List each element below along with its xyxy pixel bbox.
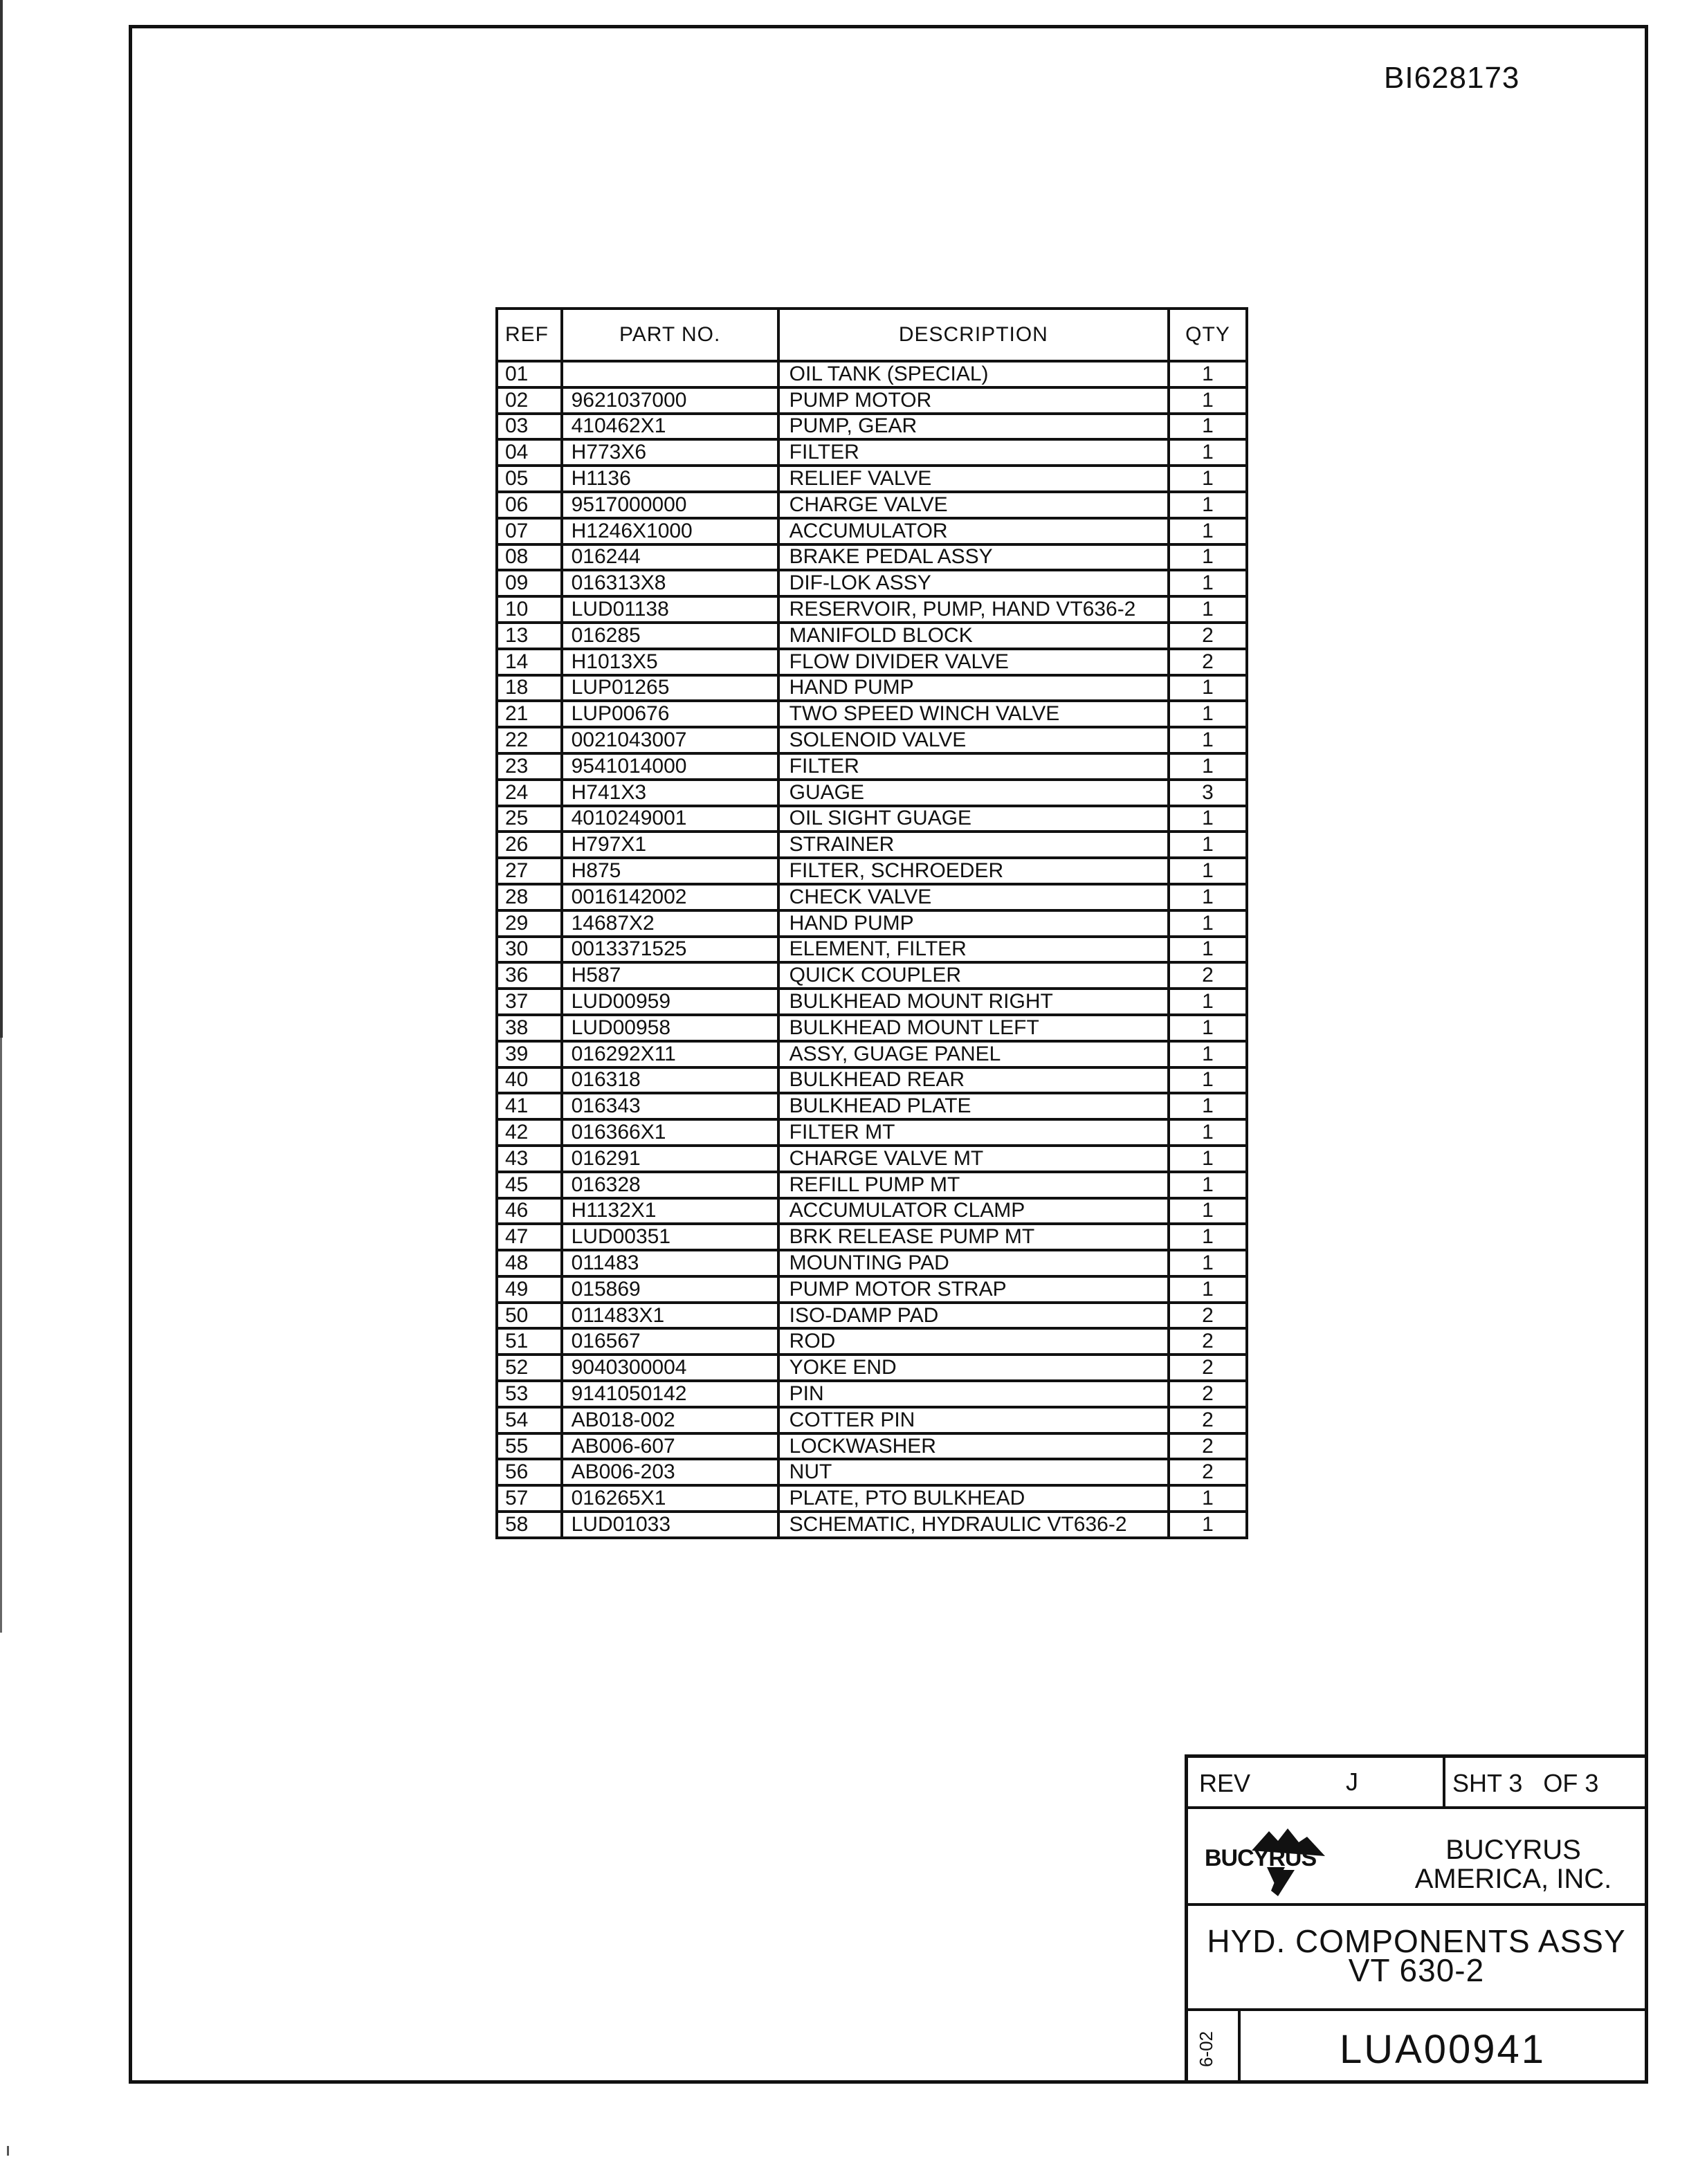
cell-qty: 1	[1169, 1041, 1247, 1067]
cell-ref: 07	[497, 518, 562, 544]
cell-part-no: 0021043007	[562, 727, 778, 753]
cell-qty: 1	[1169, 414, 1247, 440]
cell-qty: 2	[1169, 1303, 1247, 1329]
cell-description: REFILL PUMP MT	[778, 1172, 1169, 1198]
cell-ref: 45	[497, 1172, 562, 1198]
cell-part-no: LUP00676	[562, 701, 778, 727]
cell-ref: 54	[497, 1407, 562, 1433]
cell-qty: 2	[1169, 1381, 1247, 1407]
table-body	[497, 361, 1247, 1538]
cell-qty: 2	[1169, 962, 1247, 989]
table-row	[497, 544, 1247, 571]
table-row	[497, 1041, 1247, 1067]
cell-qty: 1	[1169, 1198, 1247, 1224]
cell-qty: 1	[1169, 1276, 1247, 1303]
cell-part-no: LUD01138	[562, 596, 778, 623]
cell-part-no: 9040300004	[562, 1355, 778, 1381]
cell-ref: 30	[497, 937, 562, 963]
scan-speck	[7, 2146, 9, 2156]
cell-ref: 29	[497, 910, 562, 937]
svg-text:BUCYRUS: BUCYRUS	[1205, 1845, 1317, 1871]
cell-part-no: 0013371525	[562, 937, 778, 963]
cell-part-no: 016567	[562, 1328, 778, 1355]
cell-qty: 1	[1169, 1485, 1247, 1512]
cell-ref: 01	[497, 361, 562, 387]
cell-description: COTTER PIN	[778, 1407, 1169, 1433]
cell-ref: 58	[497, 1512, 562, 1538]
table-row	[497, 492, 1247, 518]
cell-qty: 2	[1169, 1407, 1247, 1433]
cell-description: TWO SPEED WINCH VALVE	[778, 701, 1169, 727]
company-name	[1396, 1835, 1631, 1893]
cell-ref: 46	[497, 1198, 562, 1224]
cell-qty: 1	[1169, 675, 1247, 701]
scan-edge-mark	[0, 1038, 2, 1633]
cell-qty: 1	[1169, 492, 1247, 518]
cell-qty: 1	[1169, 753, 1247, 780]
cell-ref: 04	[497, 439, 562, 466]
drawing-number-row	[1188, 2011, 1645, 2080]
cell-description: PIN	[778, 1381, 1169, 1407]
cell-description: LOCKWASHER	[778, 1433, 1169, 1460]
cell-description: FLOW DIVIDER VALVE	[778, 649, 1169, 675]
table-row	[497, 518, 1247, 544]
table-row	[497, 1303, 1247, 1329]
table-row	[497, 596, 1247, 623]
cell-description: MANIFOLD BLOCK	[778, 623, 1169, 649]
cell-description: BULKHEAD PLATE	[778, 1093, 1169, 1119]
cell-qty: 1	[1169, 989, 1247, 1015]
title-line-2: VT 630-2	[1348, 1952, 1485, 1988]
table-row	[497, 387, 1247, 414]
table-row	[497, 1172, 1247, 1198]
cell-ref: 42	[497, 1119, 562, 1146]
cell-qty: 2	[1169, 1433, 1247, 1460]
cell-part-no: AB006-607	[562, 1433, 778, 1460]
table-row	[497, 1485, 1247, 1512]
cell-description: ROD	[778, 1328, 1169, 1355]
cell-ref: 41	[497, 1093, 562, 1119]
cell-description: CHARGE VALVE MT	[778, 1146, 1169, 1172]
cell-ref: 55	[497, 1433, 562, 1460]
cell-qty: 1	[1169, 937, 1247, 963]
cell-ref: 27	[497, 858, 562, 884]
table-row	[497, 1433, 1247, 1460]
cell-part-no: LUD00958	[562, 1015, 778, 1041]
cell-part-no: 016265X1	[562, 1485, 778, 1512]
cell-part-no: 016244	[562, 544, 778, 571]
cell-qty: 1	[1169, 1224, 1247, 1250]
header-qty: QTY	[1169, 309, 1247, 361]
table-row	[497, 832, 1247, 858]
cell-part-no: 011483	[562, 1250, 778, 1276]
cell-qty: 1	[1169, 1119, 1247, 1146]
cell-part-no: H875	[562, 858, 778, 884]
cell-qty: 2	[1169, 649, 1247, 675]
cell-part-no: 016328	[562, 1172, 778, 1198]
table-row	[497, 1355, 1247, 1381]
cell-qty: 1	[1169, 596, 1247, 623]
cell-part-no: 9141050142	[562, 1381, 778, 1407]
cell-qty: 1	[1169, 910, 1247, 937]
cell-part-no: LUD00351	[562, 1224, 778, 1250]
cell-part-no: LUD01033	[562, 1512, 778, 1538]
cell-ref: 53	[497, 1381, 562, 1407]
cell-qty: 1	[1169, 1172, 1247, 1198]
cell-ref: 25	[497, 806, 562, 832]
cell-ref: 08	[497, 544, 562, 571]
cell-qty: 1	[1169, 1250, 1247, 1276]
cell-part-no: H1132X1	[562, 1198, 778, 1224]
cell-ref: 47	[497, 1224, 562, 1250]
table-row	[497, 780, 1247, 806]
table-row	[497, 962, 1247, 989]
cell-qty: 1	[1169, 806, 1247, 832]
cell-ref: 51	[497, 1328, 562, 1355]
cell-part-no: 016292X11	[562, 1041, 778, 1067]
cell-part-no: H741X3	[562, 780, 778, 806]
table-row	[497, 1276, 1247, 1303]
cell-ref: 24	[497, 780, 562, 806]
table-row	[497, 1015, 1247, 1041]
cell-ref: 52	[497, 1355, 562, 1381]
cell-qty: 1	[1169, 1067, 1247, 1094]
cell-part-no: H1013X5	[562, 649, 778, 675]
cell-description: OIL SIGHT GUAGE	[778, 806, 1169, 832]
drawing-date: 6-02	[1196, 2030, 1216, 2068]
cell-description: OIL TANK (SPECIAL)	[778, 361, 1169, 387]
table-row	[497, 1328, 1247, 1355]
table-row	[497, 1250, 1247, 1276]
table-row	[497, 623, 1247, 649]
table-row	[497, 414, 1247, 440]
cell-description: SOLENOID VALVE	[778, 727, 1169, 753]
cell-ref: 48	[497, 1250, 562, 1276]
cell-qty: 3	[1169, 780, 1247, 806]
divider	[1443, 1758, 1445, 1806]
cell-qty: 1	[1169, 1512, 1247, 1538]
cell-part-no: 011483X1	[562, 1303, 778, 1329]
cell-ref: 50	[497, 1303, 562, 1329]
table-row	[497, 727, 1247, 753]
table-row	[497, 910, 1247, 937]
company-row	[1188, 1809, 1645, 1906]
table-row	[497, 439, 1247, 466]
cell-ref: 28	[497, 884, 562, 910]
table-row	[497, 1067, 1247, 1094]
cell-part-no: 016285	[562, 623, 778, 649]
cell-ref: 39	[497, 1041, 562, 1067]
cell-qty: 1	[1169, 1146, 1247, 1172]
cell-ref: 37	[497, 989, 562, 1015]
cell-description: FILTER, SCHROEDER	[778, 858, 1169, 884]
cell-qty: 1	[1169, 884, 1247, 910]
parts-list-table	[495, 307, 1248, 1539]
cell-part-no: 016343	[562, 1093, 778, 1119]
cell-part-no: LUD00959	[562, 989, 778, 1015]
cell-ref: 38	[497, 1015, 562, 1041]
cell-description: BRK RELEASE PUMP MT	[778, 1224, 1169, 1250]
table-row	[497, 1459, 1247, 1485]
cell-description: PUMP MOTOR STRAP	[778, 1276, 1169, 1303]
table-row	[497, 884, 1247, 910]
cell-part-no: H1246X1000	[562, 518, 778, 544]
cell-description: PLATE, PTO BULKHEAD	[778, 1485, 1169, 1512]
table-header-row	[497, 309, 1247, 361]
cell-part-no: H773X6	[562, 439, 778, 466]
cell-ref: 18	[497, 675, 562, 701]
cell-part-no: 016313X8	[562, 570, 778, 596]
cell-qty: 1	[1169, 387, 1247, 414]
cell-description: ISO-DAMP PAD	[778, 1303, 1169, 1329]
cell-part-no: 4010249001	[562, 806, 778, 832]
cell-description: BULKHEAD MOUNT LEFT	[778, 1015, 1169, 1041]
table-row	[497, 1198, 1247, 1224]
document-id: BI628173	[1384, 61, 1520, 95]
cell-ref: 43	[497, 1146, 562, 1172]
cell-part-no: 015869	[562, 1276, 778, 1303]
cell-qty: 2	[1169, 1355, 1247, 1381]
cell-description: RELIEF VALVE	[778, 466, 1169, 492]
cell-description: PUMP, GEAR	[778, 414, 1169, 440]
cell-description: GUAGE	[778, 780, 1169, 806]
header-ref: REF	[497, 309, 562, 361]
cell-description: YOKE END	[778, 1355, 1169, 1381]
cell-description: FILTER	[778, 439, 1169, 466]
cell-ref: 26	[497, 832, 562, 858]
cell-part-no: H1136	[562, 466, 778, 492]
cell-ref: 36	[497, 962, 562, 989]
cell-ref: 14	[497, 649, 562, 675]
cell-description: NUT	[778, 1459, 1169, 1485]
cell-qty: 2	[1169, 1328, 1247, 1355]
cell-ref: 05	[497, 466, 562, 492]
table-row	[497, 806, 1247, 832]
cell-description: ACCUMULATOR	[778, 518, 1169, 544]
table-row	[497, 675, 1247, 701]
table-row	[497, 858, 1247, 884]
table-row	[497, 1512, 1247, 1538]
cell-qty: 1	[1169, 832, 1247, 858]
cell-description: ACCUMULATOR CLAMP	[778, 1198, 1169, 1224]
cell-part-no: 410462X1	[562, 414, 778, 440]
header-part-no: PART NO.	[562, 309, 778, 361]
cell-description: FILTER MT	[778, 1119, 1169, 1146]
cell-description: FILTER	[778, 753, 1169, 780]
table-row	[497, 1381, 1247, 1407]
cell-ref: 23	[497, 753, 562, 780]
header-description: DESCRIPTION	[778, 309, 1169, 361]
cell-description: ASSY, GUAGE PANEL	[778, 1041, 1169, 1067]
table-row	[497, 753, 1247, 780]
cell-part-no: AB018-002	[562, 1407, 778, 1433]
cell-part-no: H797X1	[562, 832, 778, 858]
table-row	[497, 1146, 1247, 1172]
table-row	[497, 1093, 1247, 1119]
cell-description: ELEMENT, FILTER	[778, 937, 1169, 963]
cell-description: HAND PUMP	[778, 910, 1169, 937]
table-row	[497, 466, 1247, 492]
title-block	[1185, 1754, 1648, 2084]
cell-part-no: AB006-203	[562, 1459, 778, 1485]
cell-description: STRAINER	[778, 832, 1169, 858]
cell-description: BULKHEAD REAR	[778, 1067, 1169, 1094]
table-row	[497, 570, 1247, 596]
cell-qty: 1	[1169, 701, 1247, 727]
cell-ref: 21	[497, 701, 562, 727]
rev-label: REV	[1199, 1769, 1251, 1797]
cell-ref: 02	[497, 387, 562, 414]
cell-qty: 1	[1169, 858, 1247, 884]
cell-qty: 1	[1169, 1015, 1247, 1041]
table-row	[497, 701, 1247, 727]
table-row	[497, 1224, 1247, 1250]
cell-ref: 57	[497, 1485, 562, 1512]
cell-description: MOUNTING PAD	[778, 1250, 1169, 1276]
cell-ref: 10	[497, 596, 562, 623]
cell-qty: 1	[1169, 570, 1247, 596]
cell-description: QUICK COUPLER	[778, 962, 1169, 989]
cell-qty: 1	[1169, 518, 1247, 544]
cell-part-no: 016291	[562, 1146, 778, 1172]
rev-value: J	[1346, 1768, 1358, 1796]
cell-part-no	[562, 361, 778, 387]
cell-part-no: 9621037000	[562, 387, 778, 414]
cell-qty: 2	[1169, 623, 1247, 649]
cell-ref: 49	[497, 1276, 562, 1303]
cell-description: DIF-LOK ASSY	[778, 570, 1169, 596]
cell-ref: 13	[497, 623, 562, 649]
cell-description: PUMP MOTOR	[778, 387, 1169, 414]
company-line-2: AMERICA, INC.	[1414, 1864, 1612, 1894]
cell-qty: 1	[1169, 439, 1247, 466]
cell-part-no: 14687X2	[562, 910, 778, 937]
cell-description: HAND PUMP	[778, 675, 1169, 701]
revision-row	[1188, 1758, 1645, 1809]
cell-description: BULKHEAD MOUNT RIGHT	[778, 989, 1169, 1015]
cell-qty: 2	[1169, 1459, 1247, 1485]
cell-ref: 22	[497, 727, 562, 753]
title-line-1: HYD. COMPONENTS ASSY	[1207, 1923, 1626, 1959]
table-row	[497, 989, 1247, 1015]
cell-ref: 40	[497, 1067, 562, 1094]
scan-edge-mark	[0, 0, 3, 1038]
cell-part-no: H587	[562, 962, 778, 989]
table-row	[497, 1119, 1247, 1146]
drawing-title-row	[1188, 1906, 1645, 2011]
cell-qty: 1	[1169, 1093, 1247, 1119]
company-line-1: BUCYRUS	[1445, 1835, 1581, 1865]
cell-part-no: 016366X1	[562, 1119, 778, 1146]
cell-description: CHARGE VALVE	[778, 492, 1169, 518]
cell-part-no: 016318	[562, 1067, 778, 1094]
table-row	[497, 937, 1247, 963]
drawing-title	[1188, 1923, 1645, 1988]
cell-part-no: 9517000000	[562, 492, 778, 518]
cell-qty: 1	[1169, 727, 1247, 753]
table-row	[497, 1407, 1247, 1433]
cell-part-no: LUP01265	[562, 675, 778, 701]
cell-ref: 06	[497, 492, 562, 518]
cell-ref: 56	[497, 1459, 562, 1485]
cell-qty: 1	[1169, 544, 1247, 571]
cell-part-no: 0016142002	[562, 884, 778, 910]
cell-description: BRAKE PEDAL ASSY	[778, 544, 1169, 571]
cell-qty: 1	[1169, 361, 1247, 387]
table-row	[497, 361, 1247, 387]
cell-ref: 03	[497, 414, 562, 440]
cell-description: RESERVOIR, PUMP, HAND VT636-2	[778, 596, 1169, 623]
cell-description: CHECK VALVE	[778, 884, 1169, 910]
cell-description: SCHEMATIC, HYDRAULIC VT636-2	[778, 1512, 1169, 1538]
cell-qty: 1	[1169, 466, 1247, 492]
cell-part-no: 9541014000	[562, 753, 778, 780]
table-row	[497, 649, 1247, 675]
bucyrus-logo-icon	[1203, 1821, 1349, 1905]
drawing-number: LUA00941	[1339, 2027, 1546, 2072]
sheet-number: SHT 3 OF 3	[1452, 1769, 1599, 1797]
cell-ref: 09	[497, 570, 562, 596]
